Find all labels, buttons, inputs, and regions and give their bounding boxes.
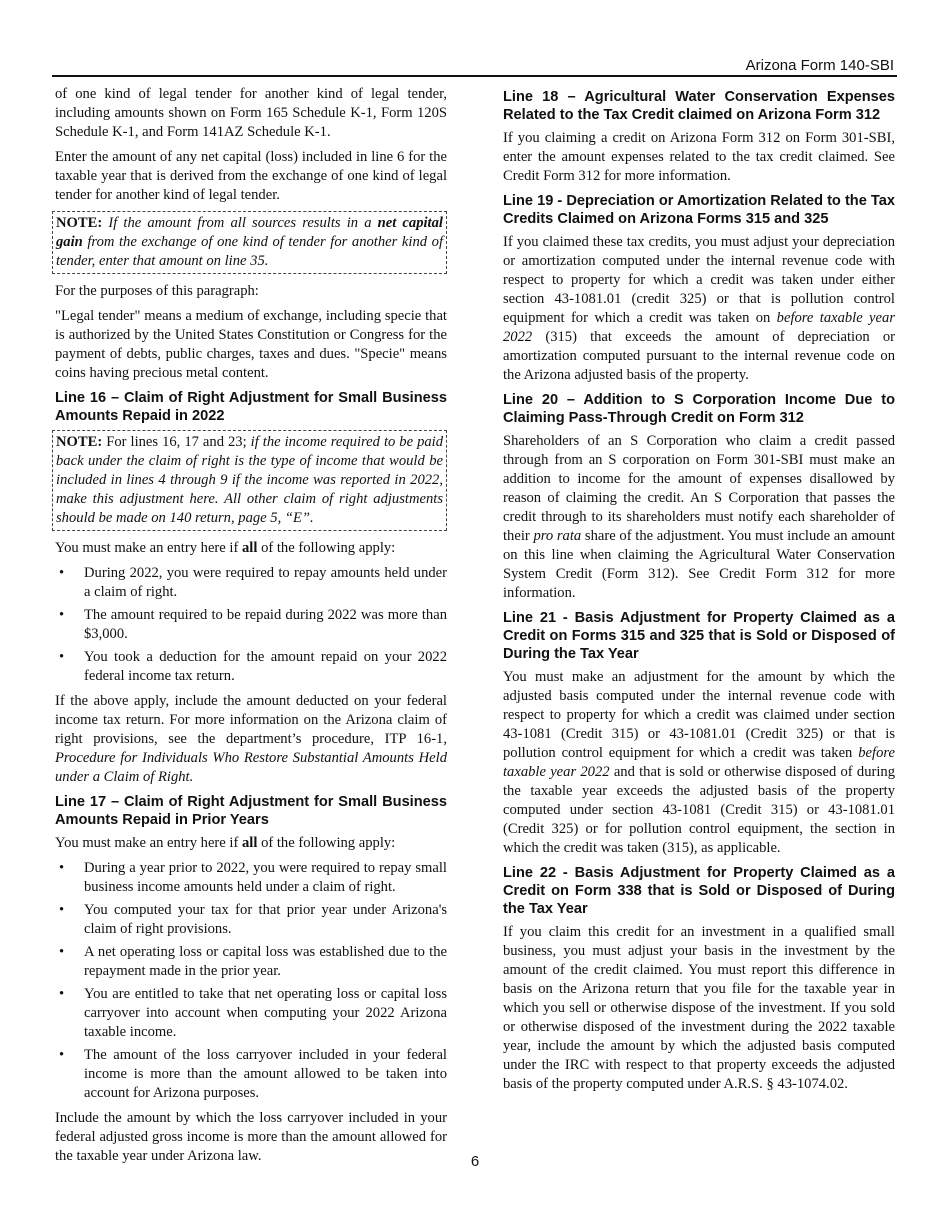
bullet-icon: • [59,944,65,960]
bullet-list-line-17 [55,859,447,1103]
bullet-icon: • [59,860,65,876]
section-heading-line-20: Line 20 – Addition to S Corporation Income Due to Claiming Pass-Through Credit on Form 312 [503,392,895,426]
bullet-icon: • [59,607,65,623]
paragraph: Enter the amount of any net capital (loss) included in line 6 for the taxable year that is derived from the exchange of one kind of legal tender for another kind of legal tender. [55,149,447,203]
form-title: Arizona Form 140-SBI [745,57,894,74]
list-item: • You are entitled to take that net operating loss or capital loss carryover into account when computing your 2022 Arizona taxable income. [59,986,447,1040]
section-heading-line-21: Line 21 - Basis Adjustment for Property Claimed as a Credit on Forms 315 and 325 that is Sold or Disposed of During the Tax Year [503,610,895,662]
paragraph: If you claiming a credit on Arizona Form 312 on Form 301-SBI, enter the amount expenses related to the tax credit claimed. See Credit Form 312 for more information. [503,130,895,184]
bullet-icon: • [59,902,65,918]
paragraph: If you claimed these tax credits, you must adjust your depreciation or amortization computed under the internal revenue code with respect to property for which a credit was taken under either section 43-1081.01 (credit 325) or that is pollution control equipment for which a credit was taken on before taxable year 2022 (315) that exceeds the amount of depreciation or amortization computed pursuant to the internal revenue code on the Arizona adjusted basis of the property. [503,234,895,383]
section-heading-line-19: Line 19 - Depreciation or Amortization Related to the Tax Credits Claimed on Arizona Forms 315 and 325 [503,193,895,227]
paragraph: Shareholders of an S Corporation who claim a credit passed through from an S corporation on Form 301-SBI must make an addition to income for the amount of expenses disallowed by reason of claiming the credit. An S Corporation that passes the credit through to its shareholders must notify each shareholder of their pro rata share of the adjustment. You must include an amount on this line when claiming the Agricultural Water Conservation System Credit (Form 312). See Credit Form 312 for more information. [503,433,895,601]
note-box-claim-of-right [52,430,447,531]
left-column [55,85,447,1172]
paragraph: "Legal tender" means a medium of exchange, including specie that is authorized by the United States Constitution or Congress for the payment of debts, public charges, taxes and dues. "Specie" means coins having precious metal content. [55,308,447,381]
paragraph: If the above apply, include the amount deducted on your federal income tax return. For more information on the Arizona claim of right provisions, see the department’s procedure, ITP 16-1, Procedure for Individuals Who Restore Substantial Amounts Held under a Claim of Right. [55,693,447,785]
note-text: If the amount from all sources results in a [108,215,372,231]
note-text: For lines 16, 17 and 23; [106,434,247,450]
paragraph: You must make an adjustment for the amount by which the adjusted basis computed under the internal revenue code with respect to property for which a credit was claimed under section 43-1081 (Credit 315) or 43-1081.01 (Credit 325) or that is pollution control equipment for which a credit was taken before taxable year 2022 and that is sold or otherwise disposed of during the taxable year exceeds the adjusted basis of the property computed under section 43-1081 (Credit 315) or 43-1081.01 (Credit 325) or for pollution control equipment, the section in which the credit was taken (315), as applicable. [503,669,895,856]
paragraph: If you claim this credit for an investment in a qualified small business, you must adjust your basis in the investment by the amount of the credit claimed. You must report this difference in basis on the Arizona return that you file for the taxable year in which you sell or otherwise dispose of the investment. If you sold or otherwise disposed of the investment during the 2022 taxable year, include the amount by which the adjusted basis computed under the IRC with respect to that property exceeds the adjusted basis of the property computed under A.R.S. § 43-1074.02. [503,924,895,1092]
page-number: 6 [470,1153,480,1170]
note-text: if the income required to be paid back under the claim of right is the type of income that would be included in lines 4 through 9 if the income was reported in 2022, make this adjustment here. All other claim of right adjustments should be made on 140 return, page 5, “E”. [56,434,444,526]
list-item: • During 2022, you were required to repay amounts held under a claim of right. [59,565,447,600]
bullet-icon: • [59,1047,65,1063]
section-heading-line-17: Line 17 – Claim of Right Adjustment for Small Business Amounts Repaid in Prior Years [55,794,447,828]
section-heading-line-22: Line 22 - Basis Adjustment for Property Claimed as a Credit on Form 338 that is Sold or Disposed of During the Tax Year [503,865,895,917]
header-rule [52,75,897,77]
section-heading-line-16: Line 16 – Claim of Right Adjustment for Small Business Amounts Repaid in 2022 [55,390,447,424]
bullet-icon: • [59,565,65,581]
bullet-list-line-16 [55,564,447,686]
list-item: • The amount required to be repaid during 2022 was more than $3,000. [59,607,447,642]
section-heading-line-18: Line 18 – Agricultural Water Conservation Expenses Related to the Tax Credit claimed on Arizona Form 312 [503,89,895,123]
paragraph: You must make an entry here if all of the following apply: [55,835,396,851]
paragraph: For the purposes of this paragraph: [55,283,259,299]
paragraph: Include the amount by which the loss carryover included in your federal adjusted gross income is more than the amount allowed for the taxable year under Arizona law. [55,1110,447,1164]
right-column [503,85,895,1100]
note-bold-text: net capital gain [56,215,443,250]
paragraph: You must make an entry here if all of the following apply: [55,540,396,556]
list-item: • The amount of the loss carryover included in your federal income is more than the amount allowed to be taken into account for Arizona purposes. [59,1047,447,1101]
bullet-icon: • [59,986,65,1002]
list-item: • You took a deduction for the amount repaid on your 2022 federal income tax return. [59,649,447,684]
note-label: NOTE: [56,434,103,450]
list-item: • You computed your tax for that prior year under Arizona's claim of right provisions. [59,902,447,937]
bullet-icon: • [59,649,65,665]
note-label: NOTE: [56,215,103,231]
note-box-capital-gain [52,211,447,274]
list-item: • During a year prior to 2022, you were required to repay small business income amounts held under a claim of right. [59,860,447,895]
paragraph: of one kind of legal tender for another kind of legal tender, including amounts shown on Form 165 Schedule K-1, Form 120S Schedule K-1, and Form 141AZ Schedule K-1. [55,86,447,140]
list-item: • A net operating loss or capital loss was established due to the repayment made in the prior year. [59,944,447,979]
note-text: from the exchange of one kind of tender for another kind of tender, enter that amount on line 35. [56,234,443,269]
